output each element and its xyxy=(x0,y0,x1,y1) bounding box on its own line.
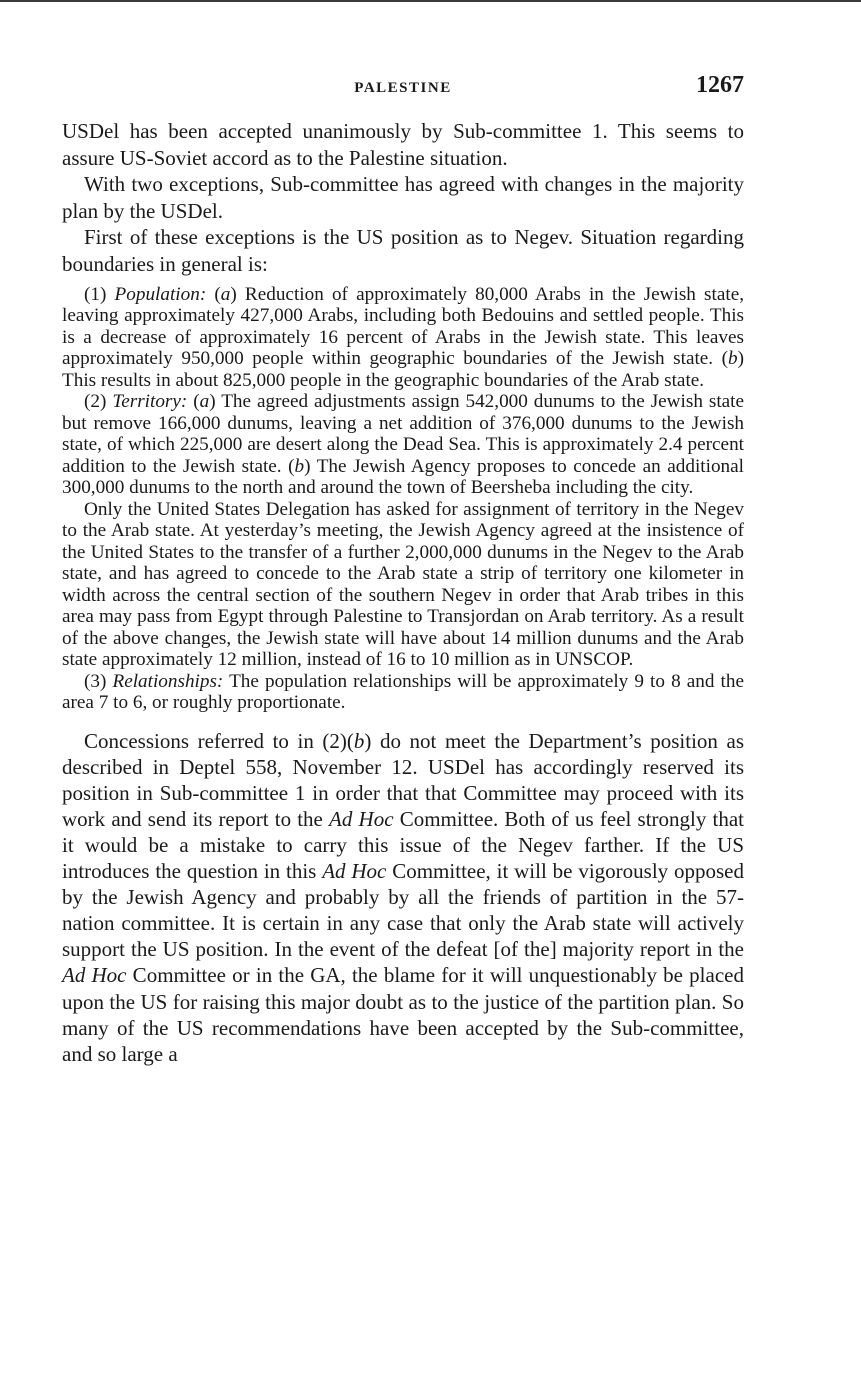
italic-text-run: b xyxy=(353,728,365,753)
text-run: Committee. Both of us feel strongly that it would be a mistake to carry this issue of the Negev farther. If the US introduces the question in this xyxy=(62,806,744,884)
italic-text-run: Relationships: xyxy=(112,670,224,692)
document-body xyxy=(62,118,744,1067)
paragraph-negev-position xyxy=(62,224,744,277)
text-run: ) Reduction of approximately 80,000 Arabs in the Jewish state, leaving approximately 427,000 Arabs, including both Bedouins and settled people. This is a decrease of approximately 16 percent of Arabs in the Jewish state. This leaves approximately 950,000 people within geographic boundaries of the Jewish state. ( xyxy=(62,283,745,370)
item-relationships xyxy=(62,671,744,714)
page-header xyxy=(62,72,744,106)
paragraph-concessions xyxy=(62,728,744,1067)
italic-text-run: a xyxy=(220,283,231,305)
italic-text-run: Territory: xyxy=(112,391,188,413)
italic-text-run: a xyxy=(199,391,210,413)
text-run: With two exceptions, Sub-committee has agreed with changes in the majority plan by the USDel. xyxy=(62,172,744,223)
running-title: PALESTINE xyxy=(354,80,452,96)
paragraph-exceptions xyxy=(62,171,744,224)
boundaries-extract xyxy=(62,284,744,714)
italic-text-run: b xyxy=(728,348,738,370)
item-population xyxy=(62,284,744,392)
text-run: ) do not meet the Department’s position as described in Deptel 558, November 12. USDel has accordingly reserved its position in Sub-committee 1 in order that that Committee may proceed with its work and send its report to the xyxy=(62,728,745,831)
text-run: (1) xyxy=(84,283,115,305)
text-run: ) This results in about 825,000 people in the geographic boundaries of the Arab state. xyxy=(62,348,744,391)
text-run: First of these exceptions is the US position as to Negev. Situation regarding boundaries in general is: xyxy=(62,225,744,276)
paragraph-continued xyxy=(62,118,744,171)
text-run: ( xyxy=(187,391,200,413)
italic-text-run: b xyxy=(294,455,305,477)
text-run: (2) xyxy=(84,391,113,413)
text-run: Committee, it will be vigorously opposed by the Jewish Agency and probably by all the friends of partition in the 57-nation committee. It is certain in any case that only the Arab state will actively support the US position. In the event of the defeat [of the] majority report in the xyxy=(62,859,744,962)
concessions-section xyxy=(62,728,744,1067)
intro-section xyxy=(62,118,744,278)
page-top-rule xyxy=(0,0,861,2)
text-run: Only the United States Delegation has asked for assignment of territory in the Negev to the Arab state. At yesterday’s meeting, the Jewish Agency agreed at the insistence of the United States to the transfer of a further 2,000,000 dunums in the Negev to the Arab state, and has agreed to concede to the Arab state a strip of territory one kilometer in width across the central section of the southern Negev in order that Arab tribes in this area may pass from Egypt through Palestine to Transjordan on Arab territory. As a result of the above changes, the Jewish state will have about 14 million dunums and the Arab state approximately 12 million, instead of 16 to 10 million as in UNSCOP. xyxy=(62,498,744,671)
text-run: The population relationships will be approximately 9 to 8 and the area 7 to 6, or roughly proportionate. xyxy=(62,670,744,714)
text-run: USDel has been accepted unanimously by Sub-committee 1. This seems to assure US-Soviet accord as to the Palestine situation. xyxy=(62,119,744,170)
text-run: ) The Jewish Agency proposes to concede an additional 300,000 dunums to the north and around the town of Beersheba including the city. xyxy=(62,455,744,499)
text-run: Concessions referred to in (2)( xyxy=(84,728,354,753)
paragraph-us-delegation xyxy=(62,499,744,671)
text-run: Committee or in the GA, the blame for it will unquestionably be placed upon the US for raising this major doubt as to the justice of the partition plan. So many of the US recommendations have been accepted by the Sub-committee, and so large a xyxy=(62,963,744,1066)
italic-text-run: Population: xyxy=(114,283,207,305)
italic-text-run: Ad Hoc xyxy=(322,859,387,884)
page-number: 1267 xyxy=(696,72,744,98)
item-territory xyxy=(62,391,744,499)
text-run: ) The agreed adjustments assign 542,000 dunums to the Jewish state but remove 166,000 dunums, leaving a net addition of 376,000 dunums to the Jewish state, of which 225,000 are desert along the Dead Sea. This is approximately 2.4 percent addition to the Jewish state. ( xyxy=(62,391,745,477)
text-run: (3) xyxy=(84,670,113,692)
italic-text-run: Ad Hoc xyxy=(62,963,127,988)
italic-text-run: Ad Hoc xyxy=(329,806,394,831)
text-run: ( xyxy=(206,283,221,305)
